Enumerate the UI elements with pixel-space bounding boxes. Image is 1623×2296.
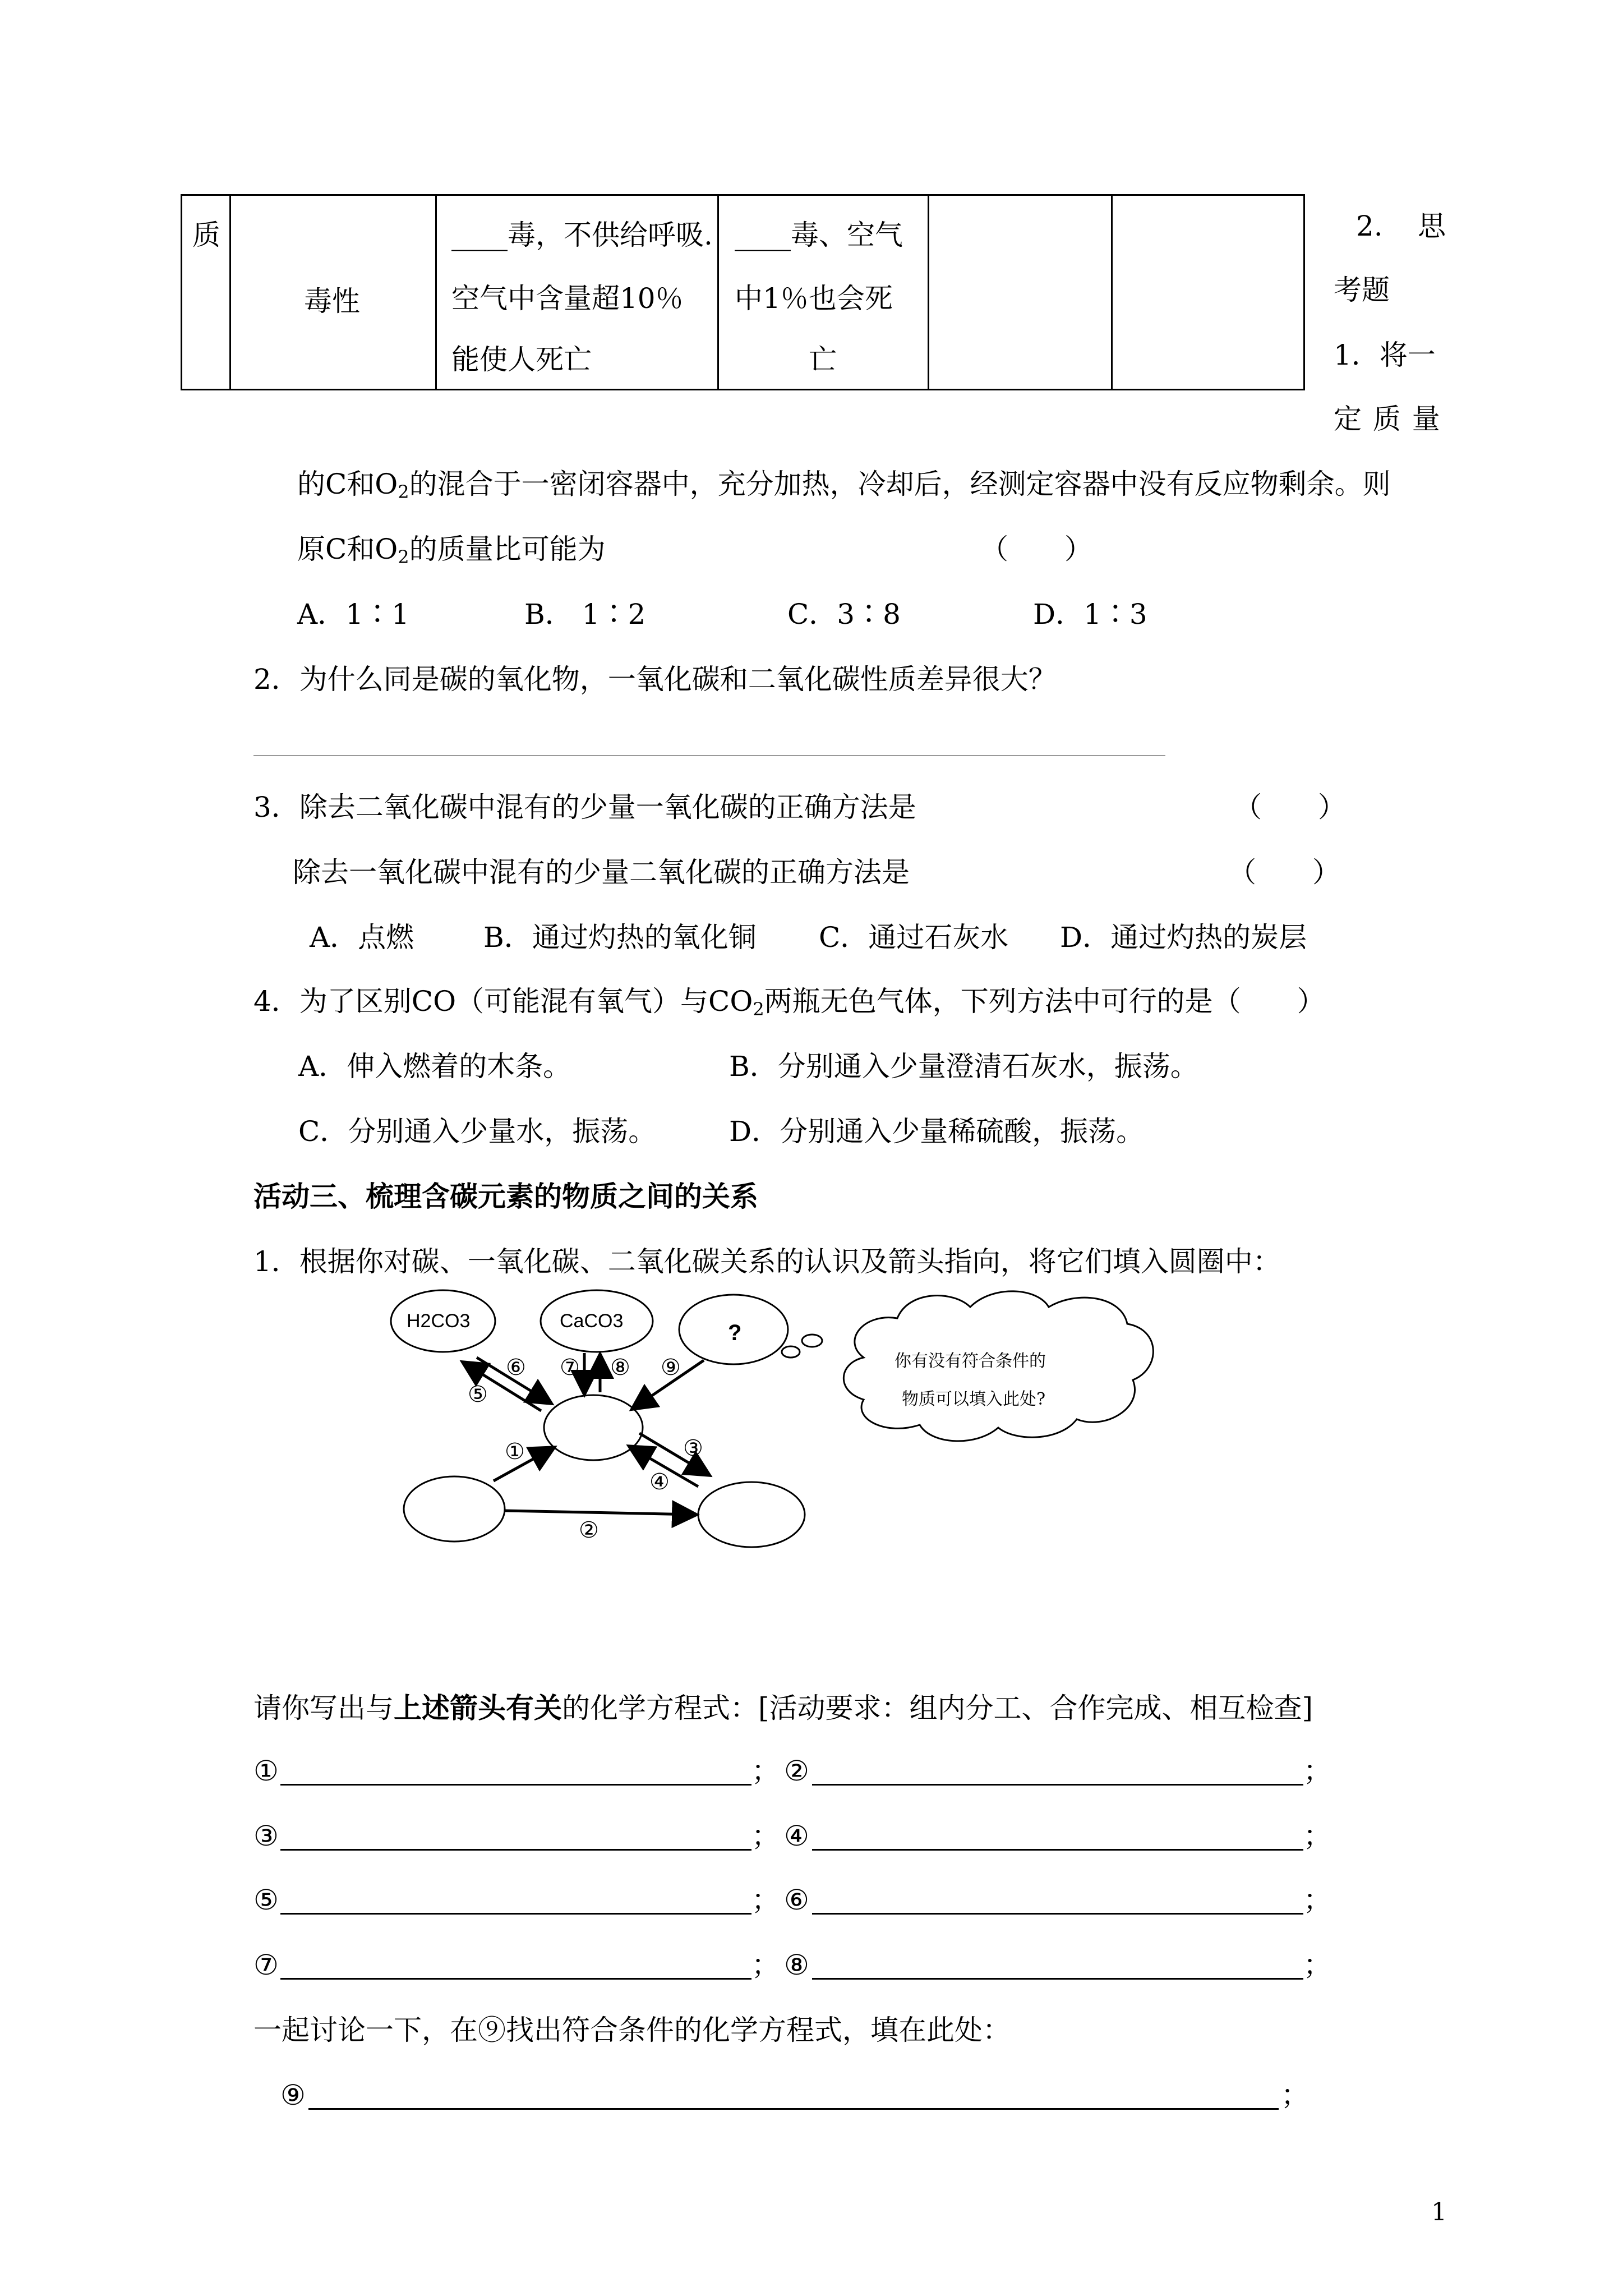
q1-option-d: D．1∶3 [1033, 598, 1147, 631]
equation-separator: ； [751, 1884, 780, 1916]
equation-separator: ； [1303, 1949, 1331, 1981]
equation-blank[interactable] [812, 1784, 1303, 1786]
equations-intro: 请你写出与上述箭头有关的化学方程式：[活动要求：组内分工、合作完成、相互检查] [253, 1691, 1313, 1724]
q4-option-c: C．分别通入少量水，振荡。 [298, 1115, 657, 1148]
arrow-label-1: ① [505, 1439, 525, 1465]
q4-option-b: B．分别通入少量澄清石灰水，振荡。 [729, 1050, 1198, 1083]
equation-blank[interactable] [280, 1978, 751, 1980]
thought-bubble-dot [782, 1346, 800, 1358]
arrow-label-5: ⑤ [468, 1382, 488, 1407]
section-number: 2. [1356, 210, 1383, 242]
co-line: ____毒，不供给呼吸. [451, 219, 713, 251]
equation-label: ⑥ [784, 1884, 809, 1916]
arrow-label-8: ⑧ [610, 1355, 630, 1381]
co2-line: 中1％也会死 [735, 282, 893, 315]
co2-line: ____毒、空气 [735, 219, 903, 251]
equation-blank[interactable] [812, 1913, 1303, 1915]
equation-blank[interactable] [812, 1849, 1303, 1851]
q2-text: 2．为什么同是碳的氧化物，一氧化碳和二氧化碳性质差异很大？ [253, 663, 1057, 696]
section-title-tail: 思 [1418, 210, 1446, 242]
co-line: 空气中含量超10％ [451, 282, 684, 315]
activity3-title: 活动三、梳理含碳元素的物质之间的关系 [253, 1180, 758, 1213]
arrow-label-6: ⑥ [506, 1355, 526, 1381]
q3-line2: 除去一氧化碳中混有的少量二氧化碳的正确方法是 [293, 856, 910, 889]
equation-label: ④ [784, 1820, 809, 1852]
equation-label-9: ⑨ [280, 2079, 306, 2111]
q3-paren2: （ ） [1228, 856, 1340, 889]
discuss-text: 一起讨论一下，在⑨找出符合条件的化学方程式，填在此处： [253, 2014, 1011, 2046]
co-line: 能使人死亡 [451, 343, 592, 376]
q3-option-d: D．通过灼热的炭层 [1060, 921, 1307, 954]
thought-line1: 你有没有符合条件的 [895, 1351, 1046, 1371]
row-head: 质 [192, 219, 220, 251]
arrow-label-7: ⑦ [560, 1355, 580, 1381]
equation-label: ② [784, 1755, 809, 1787]
q1-option-c: C．3∶8 [787, 598, 901, 631]
equation-label: ① [253, 1755, 279, 1787]
q4-option-d: D．分别通入少量稀硫酸，振荡。 [729, 1115, 1145, 1148]
thought-bubble-dot [802, 1335, 822, 1347]
equation-separator: ； [1303, 1884, 1331, 1916]
section-title-line2: 考题 [1334, 274, 1390, 306]
bottom-left-circle [404, 1476, 505, 1542]
q3-option-b: B．通过灼热的氧化铜 [483, 921, 757, 954]
caco3-label: CaCO3 [560, 1310, 624, 1332]
equation-label: ③ [253, 1820, 279, 1852]
q1-answer-paren: （ ） [980, 533, 1092, 565]
middle-circle [544, 1395, 643, 1460]
equation-separator: ； [1281, 2079, 1309, 2111]
arrow-2 [505, 1511, 694, 1515]
bottom-right-circle [698, 1482, 805, 1547]
arrow-label-3: ③ [683, 1435, 703, 1461]
equation-separator: ； [751, 1820, 780, 1852]
equation-label: ⑦ [253, 1949, 279, 1981]
equation-label: ⑤ [253, 1884, 279, 1916]
q1-option-a: A．1∶1 [297, 598, 409, 631]
arrow-label-2: ② [579, 1517, 599, 1543]
q3-option-c: C．通过石灰水 [819, 921, 1009, 954]
page-number: 1 [1431, 2198, 1447, 2226]
q1-lead-a: 1．将一 [1334, 339, 1436, 371]
equation-blank[interactable] [280, 1913, 751, 1915]
q4-line: 4．为了区别CO（可能混有氧气）与$CO_2$两瓶无色气体，下列方法中可行的是（ ） [253, 985, 1325, 1020]
q1-line2: 原C和$O_2$的质量比可能为 [297, 533, 606, 568]
q3-line1: 3．除去二氧化碳中混有的少量一氧化碳的正确方法是 [253, 791, 916, 823]
activity3-item1: 1．根据你对碳、一氧化碳、二氧化碳关系的认识及箭头指向，将它们填入圆圈中： [253, 1245, 1281, 1278]
equation-separator: ； [751, 1755, 780, 1787]
q1-lead-b: 定 质 量 [1334, 403, 1440, 435]
equation-blank[interactable] [812, 1978, 1303, 1980]
q1-line1: 的C和$O_2$的混合于一密闭容器中，充分加热，冷却后，经测定容器中没有反应物剩余。则 [297, 468, 1391, 503]
equation-separator: ； [751, 1949, 780, 1981]
equation-label: ⑧ [784, 1949, 809, 1981]
q3-paren1: （ ） [1234, 791, 1346, 823]
equation-blank-9[interactable] [308, 2108, 1279, 2110]
h2co3-label: H2CO3 [407, 1310, 471, 1332]
equation-separator: ； [1303, 1755, 1331, 1787]
thought-line2: 物质可以填入此处? [902, 1389, 1046, 1409]
q4-option-a: A．伸入燃着的木条。 [298, 1050, 571, 1083]
q1-option-b: B． 1∶2 [524, 598, 646, 631]
property-name: 毒性 [304, 285, 360, 318]
equation-blank[interactable] [280, 1784, 751, 1786]
q3-option-a: A．点燃 [310, 921, 414, 954]
equation-blank[interactable] [280, 1849, 751, 1851]
equation-separator: ； [1303, 1820, 1331, 1852]
co2-line: 亡 [809, 343, 837, 376]
arrow-label-9: ⑨ [661, 1355, 681, 1381]
question-mark: ? [728, 1320, 742, 1345]
arrow-label-4: ④ [649, 1469, 670, 1495]
